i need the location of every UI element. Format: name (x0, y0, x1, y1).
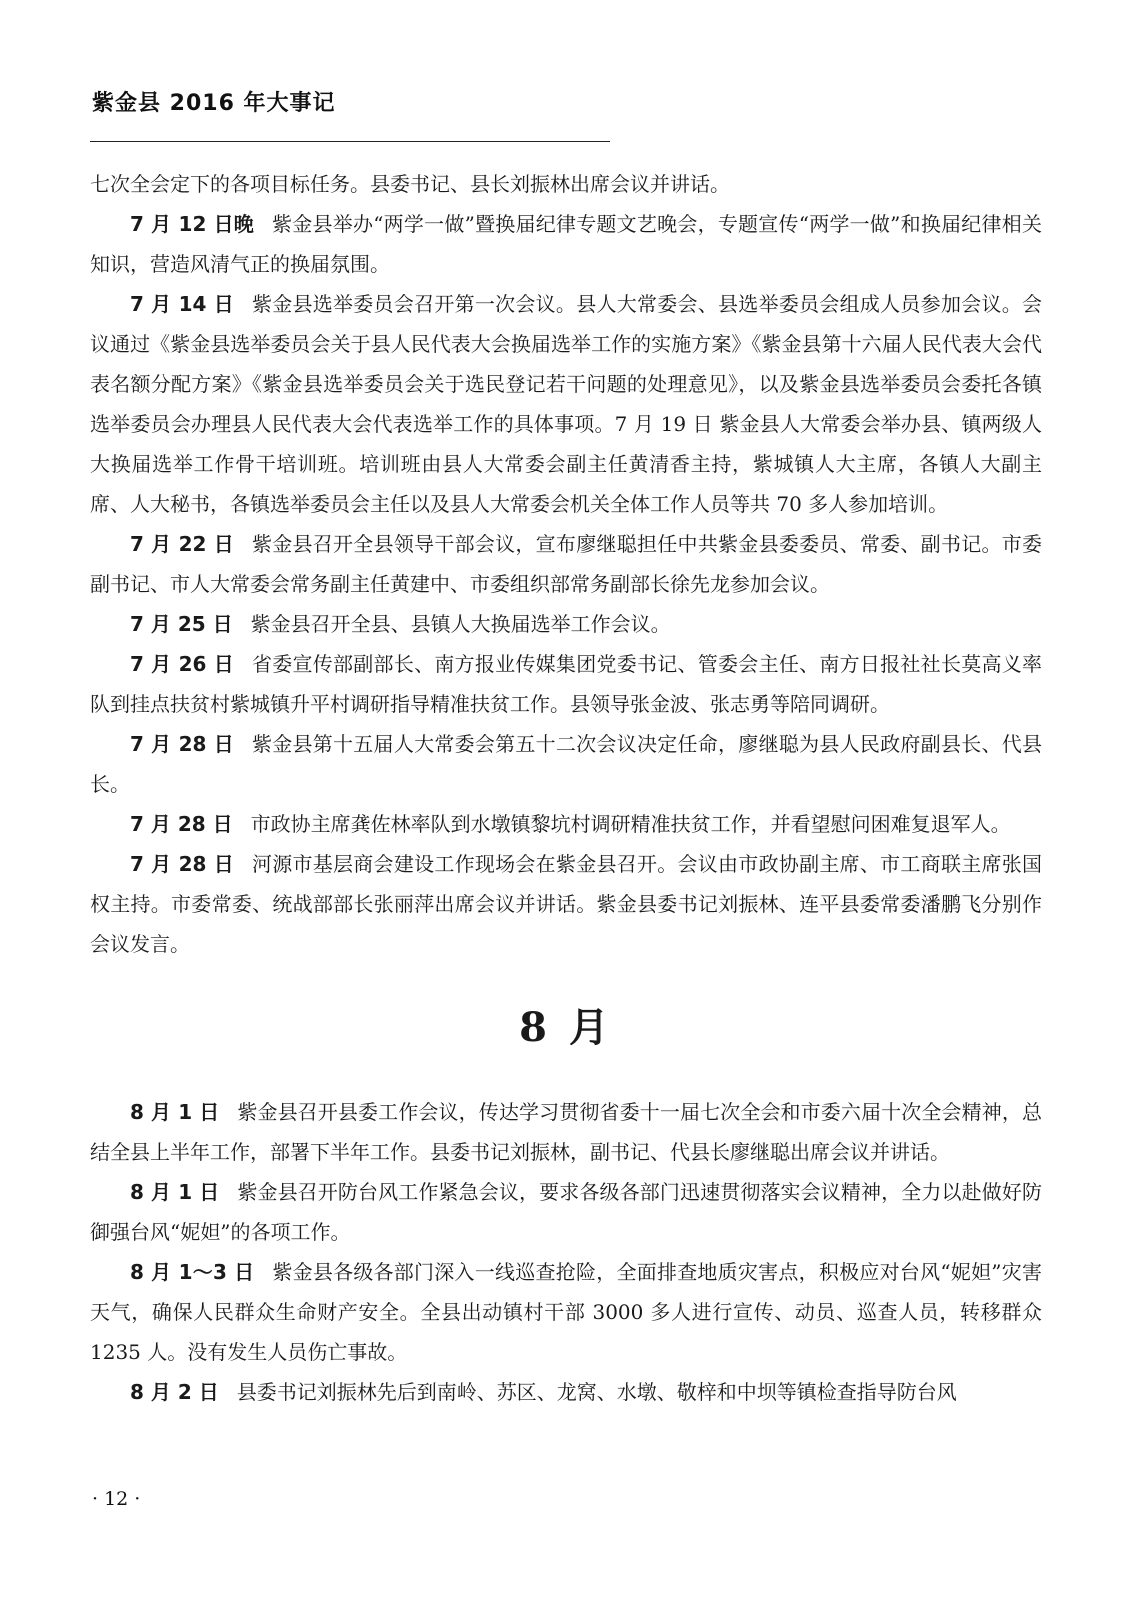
entry-text: 紫金县召开县委工作会议，传达学习贯彻省委十一届七次全会和市委六届十次全会精神，总结全县上半年工作，部署下半年工作。县委书记刘振林，副书记、代县长廖继聪出席会议并讲话。 (90, 1100, 1042, 1164)
entry-date: 7 月 28 日 (130, 852, 234, 876)
entry-paragraph (90, 604, 1042, 644)
entry-date: 7 月 14 日 (130, 292, 234, 316)
entry-paragraph (90, 804, 1042, 844)
entry-date: 8 月 1 日 (130, 1100, 220, 1124)
entry-paragraph (90, 1252, 1042, 1372)
header-rule (90, 141, 610, 142)
entry-date: 7 月 28 日 (130, 812, 233, 836)
entry-date: 8 月 2 日 (130, 1380, 219, 1404)
entry-date: 7 月 28 日 (130, 732, 234, 756)
entry-paragraph (90, 284, 1042, 524)
page-number: · 12 · (92, 1488, 141, 1510)
entry-paragraph (90, 724, 1042, 804)
section-heading-august: 8 月 (519, 1004, 613, 1051)
entry-date: 7 月 26 日 (130, 652, 234, 676)
entry-paragraph (90, 644, 1042, 724)
entry-paragraph (90, 1092, 1042, 1172)
entry-text: 紫金县选举委员会召开第一次会议。县人大常委会、县选举委员会组成人员参加会议。会议通过《紫金县选举委员会关于县人民代表大会换届选举工作的实施方案》《紫金县第十六届人民代表大会代表名额分配方案》《紫金县选举委员会关于选民登记若干问题的处理意见》，以及紫金县选举委员会委托各镇选举委员会办理县人民代表大会代表选举工作的具体事项。7 月 19 日 紫金县人大常委会举办县、镇两级人大换届选举工作骨干培训班。培训班由县人大常委会副主任黄清香主持，紫城镇人大主席，各镇人大副主席、人大秘书，各镇选举委员会主任以及县人大常委会机关全体工作人员等共 70 多人参加培训。 (90, 292, 1043, 516)
entry-date: 8 月 1～3 日 (130, 1260, 255, 1284)
entry-date: 8 月 1 日 (130, 1180, 220, 1204)
entry-date: 7 月 25 日 (130, 612, 233, 636)
entry-paragraph (90, 1372, 1042, 1412)
entry-date: 7 月 22 日 (130, 532, 234, 556)
entry-paragraph (90, 204, 1042, 284)
entry-text: 紫金县召开全县、县镇人大换届选举工作会议。 (250, 612, 671, 636)
running-head-title: 紫金县 2016 年大事记 (92, 91, 336, 116)
entry-paragraph (90, 524, 1042, 604)
entry-text: 市政协主席龚佐林率队到水墩镇黎坑村调研精准扶贫工作，并看望慰问困难复退军人。 (250, 812, 1011, 836)
continuation-paragraph: 七次全会定下的各项目标任务。县委书记、县长刘振林出席会议并讲话。 (90, 172, 730, 196)
entry-paragraph (90, 844, 1042, 964)
entry-text: 紫金县召开全县领导干部会议，宣布廖继聪担任中共紫金县委委员、常委、副书记。市委副书记、市人大常委会常务副主任黄建中、市委组织部常务副部长徐先龙参加会议。 (90, 532, 1043, 596)
entry-text: 县委书记刘振林先后到南岭、苏区、龙窝、水墩、敬梓和中坝等镇检查指导防台风 (236, 1380, 957, 1404)
entry-text: 紫金县各级各部门深入一线巡查抢险，全面排查地质灾害点，积极应对台风“妮妲”灾害天气，确保人民群众生命财产安全。全县出动镇村干部 3000 多人进行宣传、动员、巡查人员，转移群众 1235 人。没有发生人员伤亡事故。 (90, 1260, 1043, 1364)
entry-text: 紫金县举办“两学一做”暨换届纪律专题文艺晚会，专题宣传“两学一做”和换届纪律相关知识，营造风清气正的换届氛围。 (90, 212, 1042, 276)
entry-paragraph (90, 1172, 1042, 1252)
entry-text: 紫金县召开防台风工作紧急会议，要求各级各部门迅速贯彻落实会议精神，全力以赴做好防御强台风“妮妲”的各项工作。 (90, 1180, 1042, 1244)
entry-date: 7 月 12 日晚 (130, 212, 255, 236)
entry-text: 紫金县第十五届人大常委会第五十二次会议决定任命，廖继聪为县人民政府副县长、代县长。 (90, 732, 1043, 796)
entry-text: 省委宣传部副部长、南方报业传媒集团党委书记、管委会主任、南方日报社社长莫高义率队到挂点扶贫村紫城镇升平村调研指导精准扶贫工作。县领导张金波、张志勇等陪同调研。 (90, 652, 1043, 716)
body-text (90, 164, 1042, 1412)
entry-text: 河源市基层商会建设工作现场会在紫金县召开。会议由市政协副主席、市工商联主席张国权主持。市委常委、统战部部长张丽萍出席会议并讲话。紫金县委书记刘振林、连平县委常委潘鹏飞分别作会议发言。 (90, 852, 1043, 956)
